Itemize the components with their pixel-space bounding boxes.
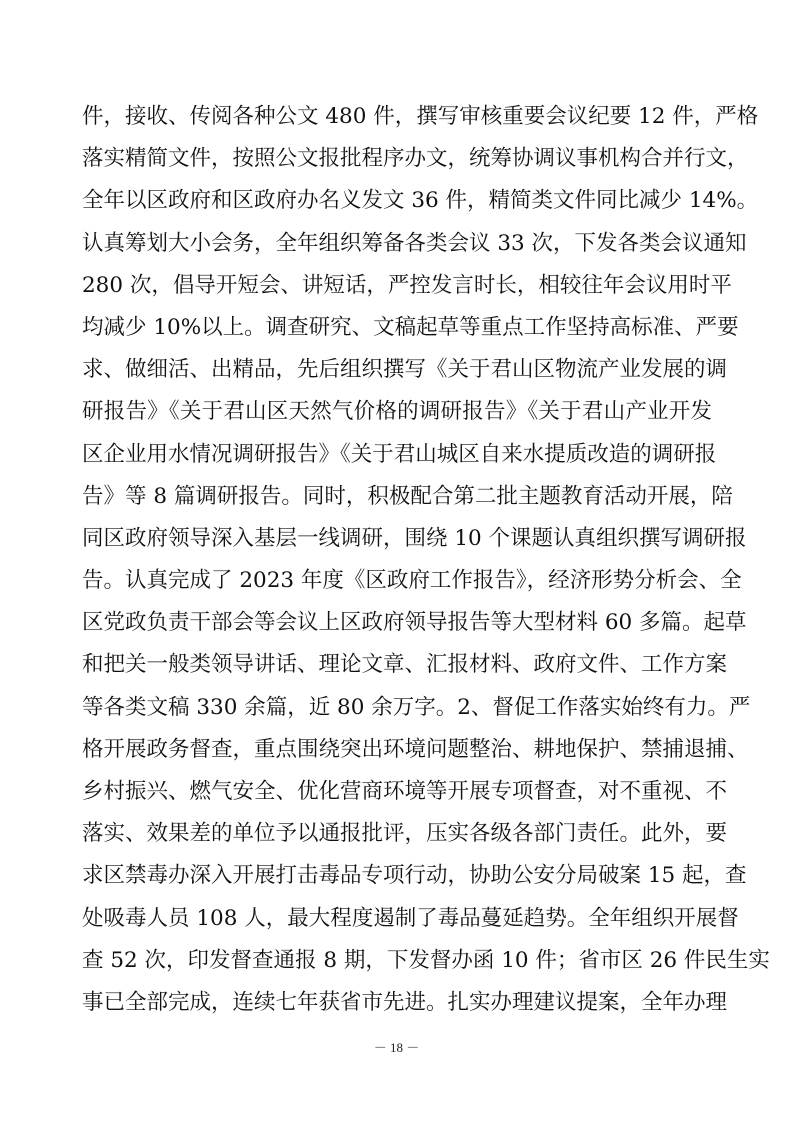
text-line: 区企业用水情况调研报告》《关于君山城区自来水提质改造的调研报	[82, 441, 717, 467]
page-number: － 18 －	[373, 1040, 420, 1055]
text-line: 等各类文稿 330 余篇，近 80 余万字。2、督促工作落实始终有力。严	[82, 694, 751, 720]
text-line: 和把关一般类领导讲话、理论文章、汇报材料、政府文件、工作方案	[82, 652, 728, 678]
text-line: 认真筹划大小会务，全年组织筹备各类会议 33 次，下发各类会议通知	[82, 230, 747, 256]
text-line: 均减少 10%以上。调查研究、文稿起草等重点工作坚持高标准、严要	[82, 314, 739, 340]
text-line: 落实、效果差的单位予以通报批评，压实各级各部门责任。此外，要	[82, 821, 728, 847]
text-line: 280 次，倡导开短会、讲短话，严控发言时长，相较往年会议用时平	[82, 272, 732, 298]
text-line: 处吸毒人员 108 人，最大程度遏制了毒品蔓延趋势。全年组织开展督	[82, 905, 739, 931]
text-line: 查 52 次，印发督查通报 8 期，下发督办函 10 件；省市区 26 件民生实	[82, 947, 770, 973]
text-line: 乡村振兴、燃气安全、优化营商环境等开展专项督查，对不重视、不	[82, 779, 728, 804]
body-text	[82, 96, 770, 1024]
text-line: 件，接收、传阅各种公文 480 件，撰写审核重要会议纪要 12 件，严格	[82, 104, 759, 129]
text-line: 告》等 8 篇调研报告。同时，积极配合第二批主题教育活动开展，陪	[82, 483, 733, 509]
text-line: 告。认真完成了 2023 年度《区政府工作报告》，经济形势分析会、全	[82, 568, 742, 594]
text-line: 求、做细活、出精品，先后组织撰写《关于君山区物流产业发展的调	[82, 357, 728, 383]
text-line: 事已全部完成，连续七年获省市先进。扎实办理建议提案，全年办理	[82, 989, 728, 1015]
text-line: 研报告》《关于君山区天然气价格的调研报告》《关于君山产业开发	[82, 399, 712, 425]
text-line: 同区政府领导深入基层一线调研，围绕 10 个课题认真组织撰写调研报	[82, 525, 747, 551]
text-line: 格开展政务督查，重点围绕突出环境问题整治、耕地保护、禁捕退捕、	[82, 736, 749, 762]
text-line: 全年以区政府和区政府办名义发文 36 件，精简类文件同比减少 14%。	[82, 188, 759, 214]
text-line: 区党政负责干部会等会议上区政府领导报告等大型材料 60 多篇。起草	[82, 610, 747, 636]
text-line: 求区禁毒办深入开展打击毒品专项行动，协助公安分局破案 15 起，查	[82, 863, 747, 889]
text-line: 落实精简文件，按照公文报批程序办文，统筹协调议事机构合并行文，	[82, 146, 749, 172]
